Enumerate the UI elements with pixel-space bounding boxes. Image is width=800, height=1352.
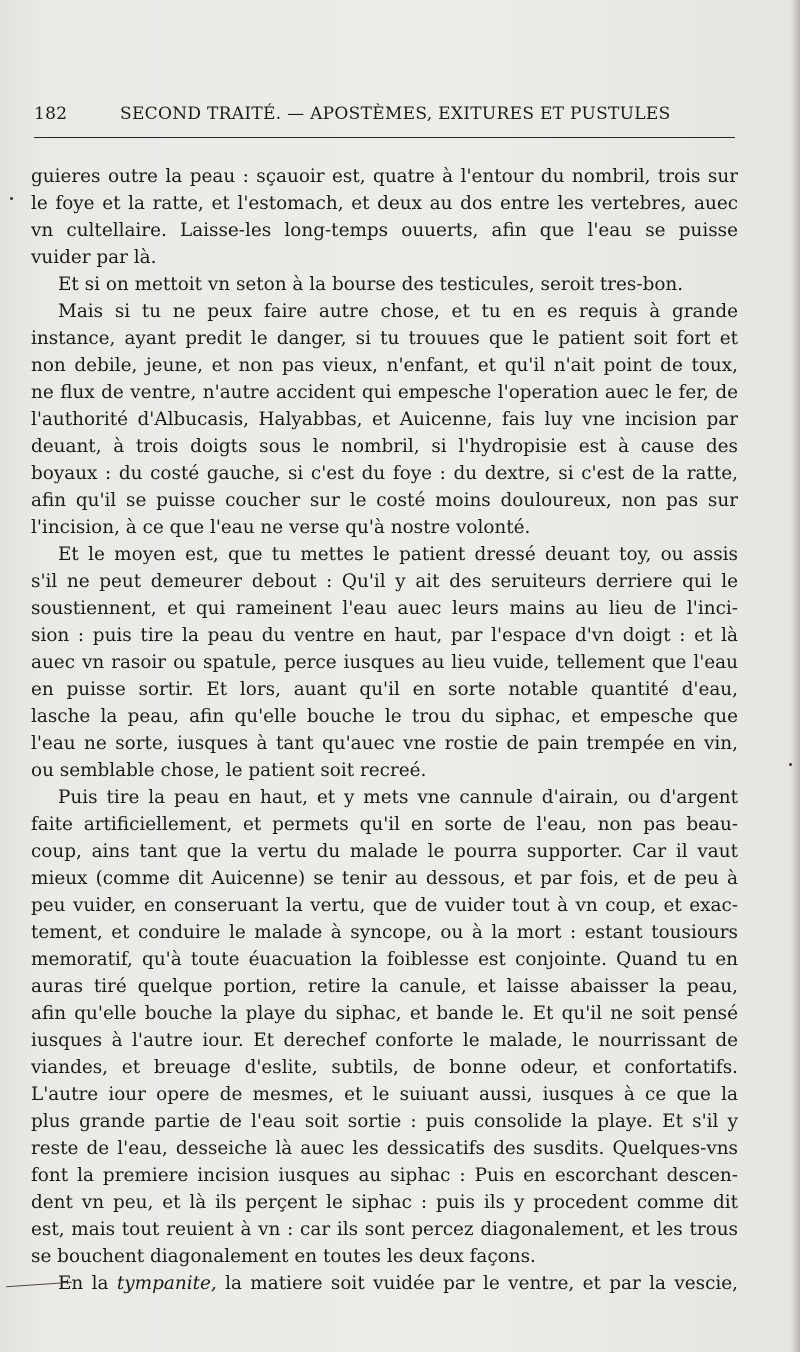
text-line: l'authorité d'Albucasis, Halyabbas, et Auicenne, fais luy vne incision par <box>31 409 738 430</box>
paragraph-first-line: Et le moyen est, que tu mettes le patient dressé deuant toy, ou assis <box>58 544 738 565</box>
text-line: auec vn rasoir ou spatule, perce iusques au lieu vuide, tellement que l'eau <box>31 652 738 673</box>
text-line: boyaux : du costé gauche, si c'est du foye : du dextre, si c'est de la ratte, <box>31 463 738 484</box>
text-line: auras tiré quelque portion, retire la canule, et laisse abaisser la peau, <box>31 976 738 997</box>
header-rule <box>34 137 735 138</box>
text-line: guieres outre la peau : sçauoir est, quatre à l'entour du nombril, trois sur <box>31 166 738 187</box>
text-line: afin qu'elle bouche la playe du siphac, et bande le. Et qu'il ne soit pensé <box>31 1003 738 1024</box>
margin-speck <box>10 197 13 200</box>
text-line: non debile, jeune, et non pas vieux, n'enfant, et qu'il n'ait point de toux, <box>31 355 738 376</box>
text-line: est, mais tout reuient à vn : car ils sont percez diagonalement, et les trous <box>31 1219 738 1240</box>
text-line: viandes, et breuage d'eslite, subtils, de bonne odeur, et confortatifs. <box>31 1057 738 1078</box>
paragraph-first-line: Puis tire la peau en haut, et y mets vne cannule d'airain, ou d'argent <box>58 787 738 808</box>
paragraph-first-line: Et si on mettoit vn seton à la bourse des testicules, seroit tres-bon. <box>58 274 684 295</box>
text-line: reste de l'eau, desseiche là auec les dessicatifs des susdits. Quelques-vns <box>31 1138 738 1159</box>
text-line: afin qu'il se puisse coucher sur le costé moins douloureux, non pas sur <box>31 490 738 511</box>
text-line: memoratif, qu'à toute éuacuation la foiblesse est conjointe. Quand tu en <box>31 949 738 970</box>
body-text <box>31 163 738 1297</box>
text-line: sion : puis tire la peau du ventre en haut, par l'espace d'vn doigt : et là <box>31 625 738 646</box>
text-line: se bouchent diagonalement en toutes les deux façons. <box>31 1246 536 1267</box>
text-line: s'il ne peut demeurer debout : Qu'il y ait des seruiteurs derriere qui le <box>31 571 738 592</box>
page-edge-shadow <box>790 0 800 1352</box>
line-text: En la <box>58 1273 117 1294</box>
running-title: SECOND TRAITÉ. — APOSTÈMES, EXITURES ET PUSTULES <box>120 104 671 124</box>
paragraph-first-line: Mais si tu ne peux faire autre chose, et tu en es requis à grande <box>58 301 738 322</box>
text-line: lasche la peau, afin qu'elle bouche le trou du siphac, et empesche que <box>31 706 738 727</box>
margin-speck <box>789 763 792 766</box>
text-line: ne flux de ventre, n'autre accident qui empesche l'operation auec le fer, de <box>31 382 738 403</box>
text-line: deuant, à trois doigts sous le nombril, si l'hydropisie est à cause des <box>31 436 738 457</box>
text-line: plus grande partie de l'eau soit sortie : puis consolide la playe. Et s'il y <box>31 1111 738 1132</box>
text-line: mieux (comme dit Auicenne) se tenir au dessous, et par fois, et de peu à <box>31 868 738 889</box>
running-header <box>34 104 734 130</box>
text-line: faite artificiellement, et permets qu'il en sorte de l'eau, non pas beau- <box>31 814 738 835</box>
page-number: 182 <box>34 104 68 124</box>
text-line: le foye et la ratte, et l'estomach, et deux au dos entre les vertebres, auec <box>31 193 738 214</box>
line-text: la matiere soit vuidée par le ventre, et par la vescie, <box>216 1273 738 1294</box>
text-line: L'autre iour opere de mesmes, et le suiuant aussi, iusques à ce que la <box>31 1084 738 1105</box>
text-line: instance, ayant predit le danger, si tu trouues que le patient soit fort et <box>31 328 738 349</box>
text-line: peu vuider, en conseruant la vertu, que de vuider tout à vn coup, et exac- <box>31 895 738 916</box>
text-line: soustiennent, et qui rameinent l'eau auec leurs mains au lieu de l'inci- <box>31 598 738 619</box>
text-line: en puisse sortir. Et lors, auant qu'il en sorte notable quantité d'eau, <box>31 679 738 700</box>
text-line: vuider par là. <box>31 247 157 268</box>
paragraph-first-line <box>31 1270 738 1297</box>
text-line: font la premiere incision iusques au siphac : Puis en escorchant descen- <box>31 1165 738 1186</box>
text-line: l'incision, à ce que l'eau ne verse qu'à nostre volonté. <box>31 517 531 538</box>
italic-term: tympanite, <box>116 1273 217 1294</box>
text-line: tement, et conduire le malade à syncope, ou à la mort : estant tousiours <box>31 922 738 943</box>
text-line: vn cultellaire. Laisse-les long-temps ouuerts, afin que l'eau se puisse <box>31 220 738 241</box>
text-line: iusques à l'autre iour. Et derechef conforte le malade, le nourrissant de <box>31 1030 738 1051</box>
text-line: ou semblable chose, le patient soit recreé. <box>31 760 427 781</box>
text-line: dent vn peu, et là ils perçent le siphac : puis ils y procedent comme dit <box>31 1192 738 1213</box>
text-line: l'eau ne sorte, iusques à tant qu'auec vne rostie de pain trempée en vin, <box>31 733 738 754</box>
text-line: coup, ains tant que la vertu du malade le pourra supporter. Car il vaut <box>31 841 738 862</box>
